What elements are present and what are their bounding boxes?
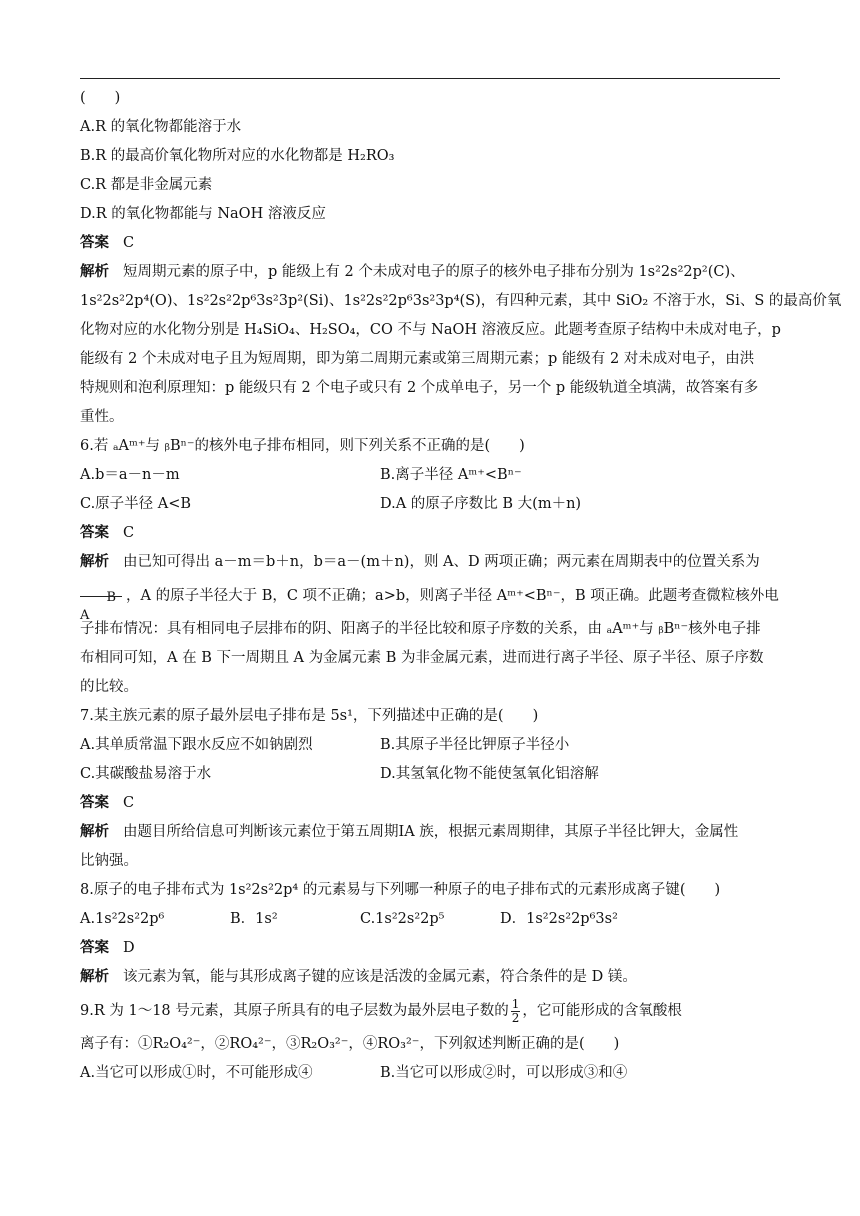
q6-option-b: B.离子半径 Aᵐ⁺<Bⁿ⁻: [380, 467, 522, 483]
q8-answer: [80, 934, 780, 963]
q5-option-d: D.R 的氧化物都能与 NaOH 溶液反应: [80, 206, 326, 222]
q9-stem-part2: ，它可能形成的含氧酸根: [522, 1003, 682, 1019]
q5-stem-tail: ( ): [80, 90, 121, 106]
answer-value: C: [123, 795, 135, 811]
q5-analysis-line: [80, 258, 780, 287]
q7-option-c: C.其碳酸盐易溶于水: [80, 766, 212, 782]
fraction: [511, 998, 521, 1025]
analysis-text: 该元素为氧，能与其形成离子键的应该是活泼的金属元素，符合条件的是 D 镁。: [123, 969, 637, 985]
q8-options-row: [80, 905, 780, 934]
answer-label: 答案: [80, 940, 109, 956]
q6-option-d: D.A 的原子序数比 B 大(m＋n): [380, 496, 582, 512]
q6-option-c: C.原子半径 A<B: [80, 496, 192, 512]
analysis-text: 由题目所给信息可判断该元素位于第五周期ⅠA 族，根据元素周期律，其原子半径比钾大，金属性: [123, 824, 739, 840]
analysis-text: 由已知可得出 a－m＝b＋n，b＝a－(m＋n)，则 A、D 两项正确；两元素在周期表中的位置关系为: [123, 554, 760, 570]
q7-option-d: D.其氢氧化物不能使氢氧化铝溶解: [380, 766, 599, 782]
analysis-label: 解析: [80, 554, 109, 570]
q8-option-b: B．1s²: [230, 911, 278, 927]
q6-analysis-line: 布相同可知，A 在 B 下一周期且 A 为金属元素 B 为非金属元素，进而进行离子半径、原子半径、原子序数: [80, 650, 764, 666]
q9-option-a: A.当它可以形成①时，不可能形成④: [80, 1065, 313, 1081]
answer-value: D: [123, 940, 135, 956]
analysis-text: 短周期元素的原子中，p 能级上有 2 个未成对电子的原子的核外电子排布分别为 1s²2s²2p²(C)、: [123, 264, 745, 280]
analysis-text: ，A 的原子半径大于 B，C 项不正确；a>b，则离子半径 Aᵐ⁺<Bⁿ⁻，B 项正确。此题考查微粒核外电: [126, 588, 779, 604]
q6-options-row-1: [80, 461, 780, 490]
analysis-label: 解析: [80, 824, 109, 840]
q9-options-row-1: [80, 1059, 780, 1088]
q7-stem: 7.某主族元素的原子最外层电子排布是 5s¹，下列描述中正确的是( ): [80, 708, 539, 724]
fraction-numerator: 1: [511, 996, 520, 1011]
q9-stem-part1: 9.R 为 1～18 号元素，其原子所具有的电子层数为最外层电子数的: [80, 1003, 509, 1019]
q5-option-a: A.R 的氧化物都能溶于水: [80, 119, 242, 135]
answer-value: C: [123, 235, 135, 251]
q5-analysis-line: 能级有 2 个未成对电子且为短周期，即为第二周期元素或第三周期元素；p 能级有 2 对未成对电子，由洪: [80, 351, 755, 367]
q6-stem: 6.若 ₐAᵐ⁺与 ᵦBⁿ⁻的核外电子排布相同，则下列关系不正确的是( ): [80, 438, 525, 454]
q8-stem: 8.原子的电子排布式为 1s²2s²2p⁴ 的元素易与下列哪一种原子的电子排布式的元素形成离子键( ): [80, 882, 721, 898]
q7-answer: [80, 789, 780, 818]
q8-option-c: C.1s²2s²2p⁵: [360, 911, 445, 927]
q5-option-b: B.R 的最高价氧化物所对应的水化物都是 H₂RO₃: [80, 148, 395, 164]
q5-option-c: C.R 都是非金属元素: [80, 177, 213, 193]
periodic-position-diagram: [80, 579, 122, 623]
q9-stem: [80, 992, 780, 1030]
q6-analysis-line: [80, 577, 780, 623]
answer-label: 答案: [80, 235, 109, 251]
position-b-label: B: [106, 590, 116, 605]
q9-stem-line2: 离子有：①R₂O₄²⁻，②RO₄²⁻，③R₂O₃²⁻，④RO₃²⁻，下列叙述判断正确的是( ): [80, 1036, 620, 1052]
q8-analysis-line: [80, 963, 780, 992]
q7-option-a: A.其单质常温下跟水反应不如钠剧烈: [80, 737, 313, 753]
q8-option-a: A.1s²2s²2p⁶: [80, 911, 165, 927]
document-body: [80, 84, 842, 1088]
q7-options-row-2: [80, 760, 780, 789]
q6-options-row-2: [80, 490, 780, 519]
q6-analysis-line: [80, 548, 780, 577]
q7-analysis-line: 比钠强。: [80, 853, 138, 869]
q5-analysis-line: 特规则和泡利原理知：p 能级只有 2 个电子或只有 2 个成单电子，另一个 p 能级轨道全填满，故答案有多: [80, 380, 759, 396]
q5-analysis-line: 化物对应的水化物分别是 H₄SiO₄、H₂SO₄，CO 不与 NaOH 溶液反应。此题考查原子结构中未成对电子，p: [80, 322, 781, 338]
analysis-label: 解析: [80, 264, 109, 280]
position-a-label: A: [80, 608, 90, 623]
q7-options-row-1: [80, 731, 780, 760]
answer-label: 答案: [80, 795, 109, 811]
answer-value: C: [123, 525, 135, 541]
q9-option-b: B.当它可以形成②时，可以形成③和④: [380, 1065, 628, 1081]
q7-analysis-line: [80, 818, 780, 847]
q5-analysis-line: 重性。: [80, 409, 124, 425]
q6-analysis-line: 子排布情况：具有相同电子层排布的阴、阳离子的半径比较和原子序数的关系，由 ₐAᵐ⁺与 ᵦBⁿ⁻核外电子排: [80, 621, 761, 637]
q5-analysis-line: 1s²2s²2p⁴(O)、1s²2s²2p⁶3s²3p²(Si)、1s²2s²2p⁶3s²3p⁴(S)，有四种元素，其中 SiO₂ 不溶于水，Si、S 的最高价氧: [80, 293, 842, 309]
q6-option-a: A.b＝a－n－m: [80, 467, 180, 483]
q6-answer: [80, 519, 780, 548]
q8-option-d: D．1s²2s²2p⁶3s²: [500, 911, 618, 927]
q6-analysis-line: 的比较。: [80, 679, 138, 695]
q7-option-b: B.其原子半径比钾原子半径小: [380, 737, 570, 753]
q5-answer: [80, 229, 780, 258]
header-rule: [80, 78, 780, 79]
fraction-denominator: 2: [511, 1010, 520, 1025]
answer-label: 答案: [80, 525, 109, 541]
analysis-label: 解析: [80, 969, 109, 985]
